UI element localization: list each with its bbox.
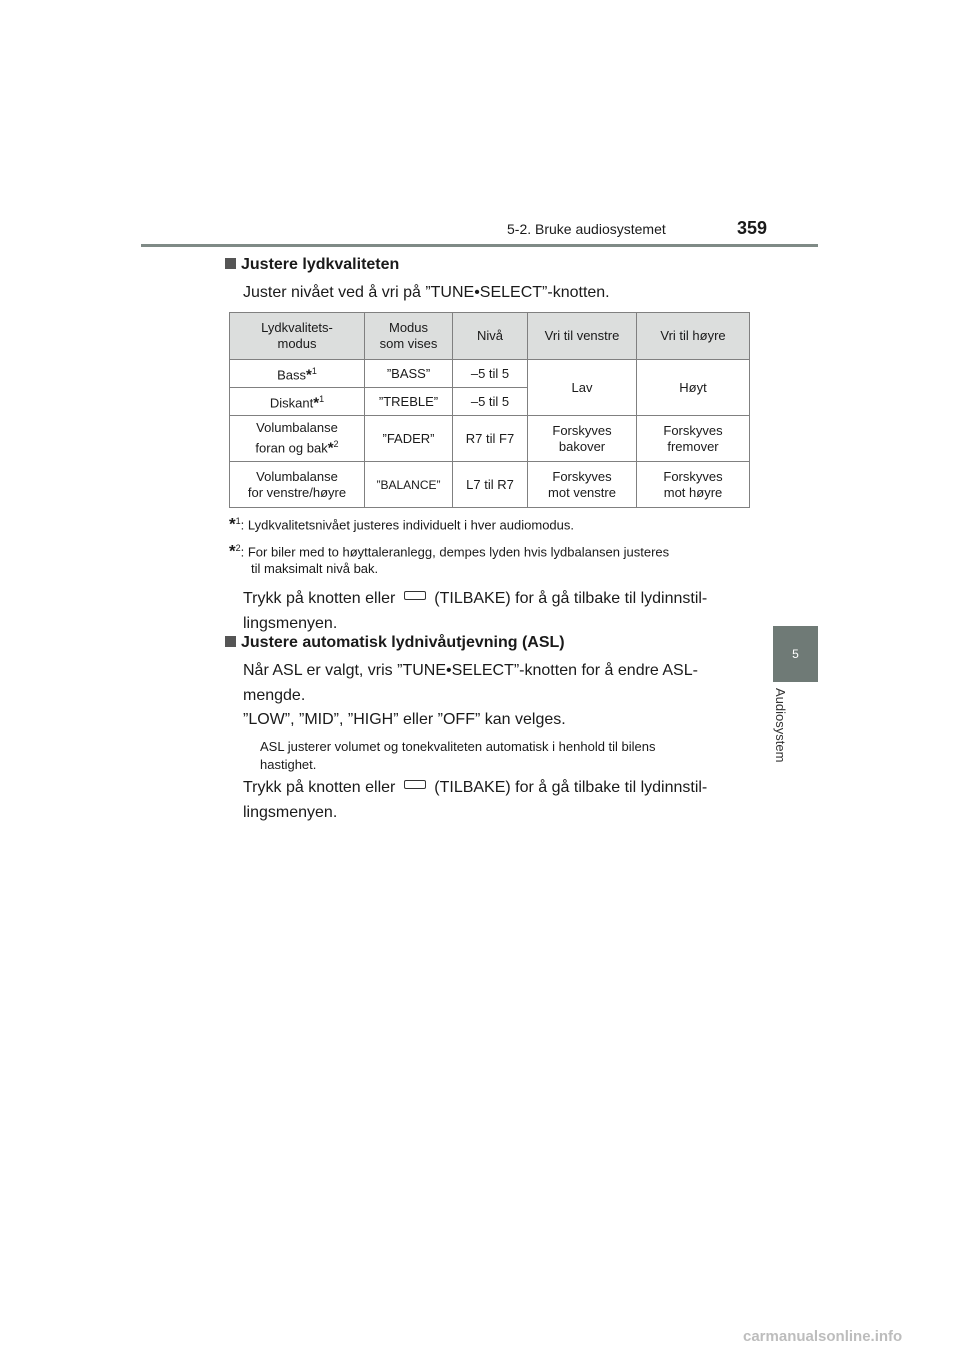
- table-cell: Forskyves mot høyre: [637, 462, 750, 508]
- footnote-2-continuation: til maksimalt nivå bak.: [251, 561, 379, 576]
- square-bullet-icon: [225, 258, 236, 269]
- table-cell-merged: Lav: [528, 360, 637, 416]
- table-cell: –5 til 5: [453, 360, 528, 388]
- table-cell: Forskyves mot venstre: [528, 462, 637, 508]
- instruction-text: (TILBAKE) for å gå tilbake til lydinnstil-: [434, 590, 708, 607]
- table-row: [230, 360, 750, 388]
- header-rule: [141, 244, 818, 247]
- cell-text: Volumbalanse foran og bak: [255, 420, 338, 456]
- asterisk: *: [229, 541, 236, 561]
- footnote-ref: 2: [333, 439, 339, 450]
- table-cell-merged: Høyt: [637, 360, 750, 416]
- back-instruction-2: [243, 775, 745, 825]
- back-button-icon: [404, 591, 426, 600]
- header-text: Nivå: [476, 328, 503, 343]
- instruction-text: Trykk på knotten eller: [243, 590, 396, 607]
- footnote-2: [229, 539, 749, 561]
- table-cell: ”FADER”: [365, 416, 453, 462]
- table-cell: R7 til F7: [453, 416, 528, 462]
- square-bullet-icon: [225, 636, 236, 647]
- back-button-icon: [404, 780, 426, 789]
- section-heading-asl: [225, 634, 565, 652]
- table-cell: Forskyves bakover: [528, 416, 637, 462]
- section-heading-sound-quality: [225, 256, 399, 274]
- paragraph-text: Når ASL er valgt, vris ”TUNE•SELECT”-knotten for å endre ASL-: [243, 662, 698, 679]
- asl-options: ”LOW”, ”MID”, ”HIGH” eller ”OFF” kan velges.: [243, 711, 566, 728]
- asl-note: [260, 738, 745, 774]
- chapter-label: [770, 688, 820, 818]
- table-cell: Forskyves fremover: [637, 416, 750, 462]
- header-text: Vri til venstre: [544, 328, 620, 343]
- table-cell: Volumbalanse for venstre/høyre: [230, 462, 365, 508]
- instruction-text: lingsmenyen.: [243, 615, 338, 632]
- instruction-text: (TILBAKE) for å gå tilbake til lydinnstil-: [434, 779, 708, 796]
- heading-text: Justere automatisk lydnivåutjevning (ASL): [241, 634, 565, 651]
- chapter-label-text: Audiosystem: [773, 688, 788, 763]
- section-title: 5-2. Bruke audiosystemet: [507, 221, 666, 237]
- table-cell: ”BALANCE”: [365, 462, 453, 508]
- table-cell: ”TREBLE”: [365, 388, 453, 416]
- header-text: Lydkvalitets- modus: [261, 320, 333, 351]
- header-text: Vri til høyre: [660, 328, 726, 343]
- chapter-tab: 5: [773, 626, 818, 682]
- page-number: 359: [737, 218, 768, 238]
- back-instruction-1: [243, 586, 745, 636]
- table-cell: [230, 416, 365, 462]
- heading-text: Justere lydkvaliteten: [241, 256, 400, 273]
- note-text: hastighet.: [260, 757, 317, 772]
- asterisk: *: [313, 394, 320, 412]
- header-cell: [453, 313, 528, 360]
- table-cell: ”BASS”: [365, 360, 453, 388]
- instruction-text: lingsmenyen.: [243, 804, 338, 821]
- sound-quality-table: [229, 312, 750, 508]
- footnote-text: : For biler med to høyttaleranlegg, dempes lyden hvis lydbalansen justeres: [240, 544, 670, 560]
- footnote-1: [229, 512, 749, 534]
- paragraph-text: mengde.: [243, 687, 306, 704]
- footnote-ref: 1: [311, 366, 317, 377]
- cell-text: Bass: [277, 367, 307, 383]
- table-cell: L7 til R7: [453, 462, 528, 508]
- table-cell: [230, 360, 365, 388]
- cell-text: Diskant: [269, 395, 314, 411]
- footnote-text: : Lydkvalitetsnivået justeres individuelt i hver audiomodus.: [240, 517, 575, 533]
- asterisk: *: [306, 366, 312, 384]
- footnote-number: 1: [235, 516, 241, 526]
- header-cell: [637, 313, 750, 360]
- table-cell: –5 til 5: [453, 388, 528, 416]
- header-cell: [230, 313, 365, 360]
- header-cell: [365, 313, 453, 360]
- table-header-row: [230, 313, 750, 360]
- intro-paragraph: Juster nivået ved å vri på ”TUNE•SELECT”-knotten.: [243, 284, 610, 301]
- watermark-logo: carmanualsonline.info: [743, 1328, 903, 1345]
- table-row: [230, 462, 750, 508]
- footnote-number: 2: [235, 543, 241, 553]
- table-row: [230, 416, 750, 462]
- table-cell: [230, 388, 365, 416]
- asterisk: *: [229, 514, 236, 534]
- header-cell: [528, 313, 637, 360]
- instruction-text: Trykk på knotten eller: [243, 779, 396, 796]
- asl-paragraph: [243, 658, 745, 708]
- asterisk: *: [327, 439, 334, 457]
- footnote-ref: 1: [319, 394, 325, 405]
- note-text: ASL justerer volumet og tonekvaliteten automatisk i henhold til bilens: [260, 739, 656, 754]
- header-text: Modus som vises: [379, 320, 438, 351]
